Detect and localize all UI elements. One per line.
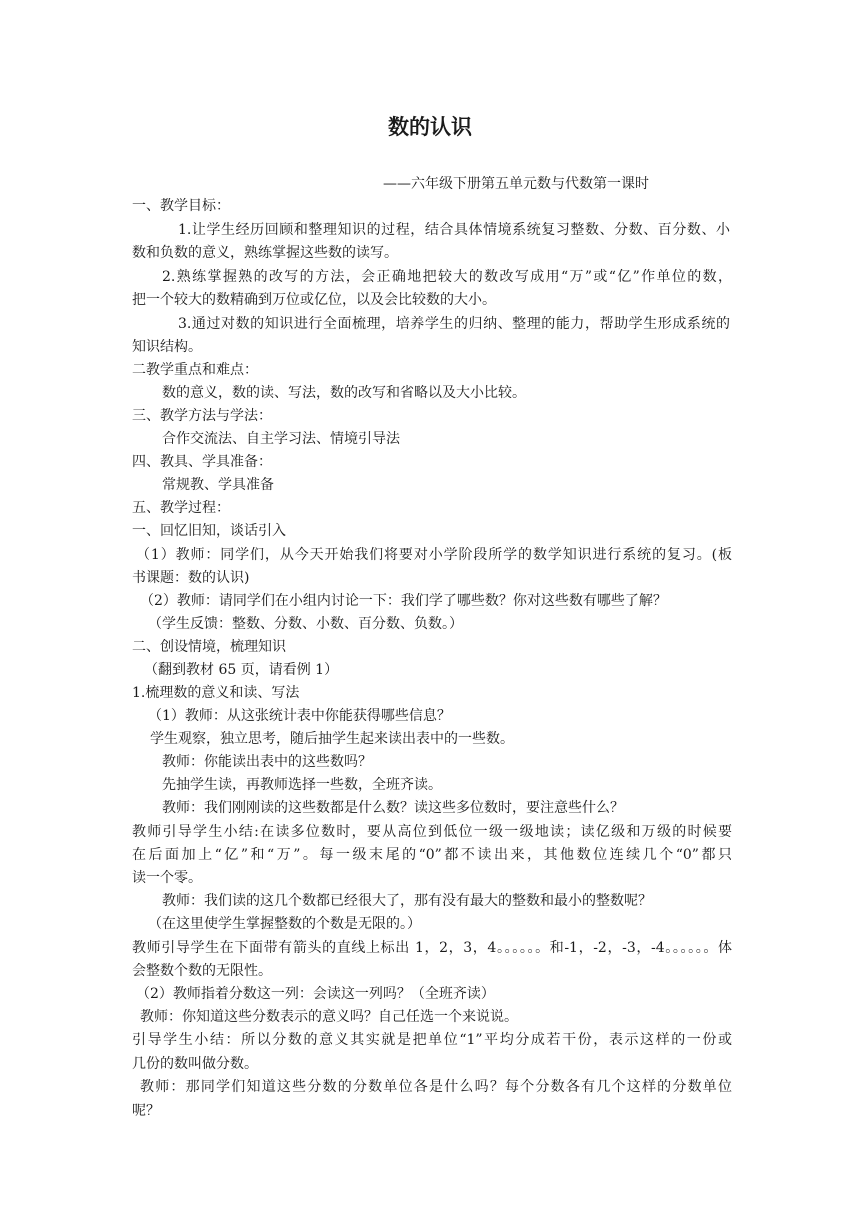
text-line: （1）教师：同学们，从今天开始我们将要对小学阶段所学的数学知识进行系统的复习。(板 xyxy=(136,547,732,563)
text-line: 合作交流法、自主学习法、情境引导法 xyxy=(162,431,400,447)
document-title: 数的认识 xyxy=(388,114,472,139)
text-line: 书课题：数的认识) xyxy=(132,570,250,586)
text-line: 先抽学生读，再教师选择一些数，全班齐读。 xyxy=(162,777,442,793)
text-line: 数的意义，数的读、写法，数的改写和省略以及大小比较。 xyxy=(162,385,526,401)
text-line: 读一个零。 xyxy=(132,870,202,886)
text-line: 四、教具、学具准备： xyxy=(132,454,272,470)
text-line: 教师：那同学们知道这些分数的分数单位各是什么吗？每个分数各有几个这样的分数单位 xyxy=(140,1079,732,1095)
text-line: （学生反馈：整数、分数、小数、百分数、负数。） xyxy=(148,616,463,632)
text-line: （1）教师：从这张统计表中你能获得哪些信息？ xyxy=(148,708,451,724)
text-line: 几份的数叫做分数。 xyxy=(132,1056,258,1072)
text-line: 五、教学过程： xyxy=(132,500,230,516)
text-line: 1.让学生经历回顾和整理知识的过程，结合具体情境系统复习整数、分数、百分数、小 xyxy=(178,222,730,238)
text-line: （在这里使学生掌握整数的个数是无限的。） xyxy=(148,916,421,932)
text-line: （2）教师：请同学们在小组内讨论一下：我们学了哪些数？你对这些数有哪些了解？ xyxy=(140,593,667,609)
text-line: 数和负数的意义，熟练掌握这些数的读写。 xyxy=(132,245,398,261)
text-line: 会整数个数的无限性。 xyxy=(132,963,272,979)
text-line: 二教学重点和难点： xyxy=(132,362,258,378)
text-line: 教师引导学生在下面带有箭头的直线上标出 1，2，3，4。。。。。。和-1，-2，-3，-4。。。。。。体 xyxy=(132,940,732,956)
text-line: 1.梳理数的意义和读、写法 xyxy=(132,685,300,701)
text-line: 学生观察，独立思考，随后抽学生起来读出表中的一些数。 xyxy=(150,731,514,747)
text-line: （2）教师指着分数这一列：会读这一列吗？（全班齐读） xyxy=(136,986,495,1002)
text-line: 教师引导学生小结:在读多位数时，要从高位到低位一级一级地读；读亿级和万级的时候要 xyxy=(132,824,732,840)
text-line: 在后面加上“亿”和“万”。每一级末尾的“0”都不读出来，其他数位连续几个“0”都只 xyxy=(132,847,732,863)
text-line: 二、创设情境，梳理知识 xyxy=(132,639,286,655)
text-line: 呢？ xyxy=(132,1103,160,1119)
text-line: 把一个较大的数精确到万位或亿位，以及会比较数的大小。 xyxy=(132,292,496,308)
text-line: 常规教、学具准备 xyxy=(162,477,274,493)
text-line: 三、教学方法与学法： xyxy=(132,408,272,424)
document-subtitle: ——六年级下册第五单元数与代数第一课时 xyxy=(383,176,649,192)
text-line: 教师：你知道这些分数表示的意义吗？自己任选一个来说说。 xyxy=(140,1009,518,1025)
text-line: 一、回忆旧知，谈话引入 xyxy=(132,523,286,539)
text-line: 教师：我们刚刚读的这些数都是什么数？读这些多位数时，要注意些什么？ xyxy=(162,800,624,816)
text-line: 引导学生小结：所以分数的意义其实就是把单位“1”平均分成若干份，表示这样的一份或 xyxy=(132,1032,732,1048)
text-line: 3.通过对数的知识进行全面梳理，培养学生的归纳、整理的能力，帮助学生形成系统的 xyxy=(178,316,730,332)
text-line: 教师：我们读的这几个数都已经很大了，那有没有最大的整数和最小的整数呢？ xyxy=(162,893,652,909)
text-line: 2.熟练掌握熟的改写的方法，会正确地把较大的数改写成用“万”或“亿”作单位的数， xyxy=(162,269,732,285)
text-line: 一、教学目标： xyxy=(132,198,230,214)
text-line: （翻到教材 65 页，请看例 1） xyxy=(144,662,339,678)
text-line: 教师：你能读出表中的这些数吗？ xyxy=(162,754,372,770)
text-line: 知识结构。 xyxy=(132,339,202,355)
